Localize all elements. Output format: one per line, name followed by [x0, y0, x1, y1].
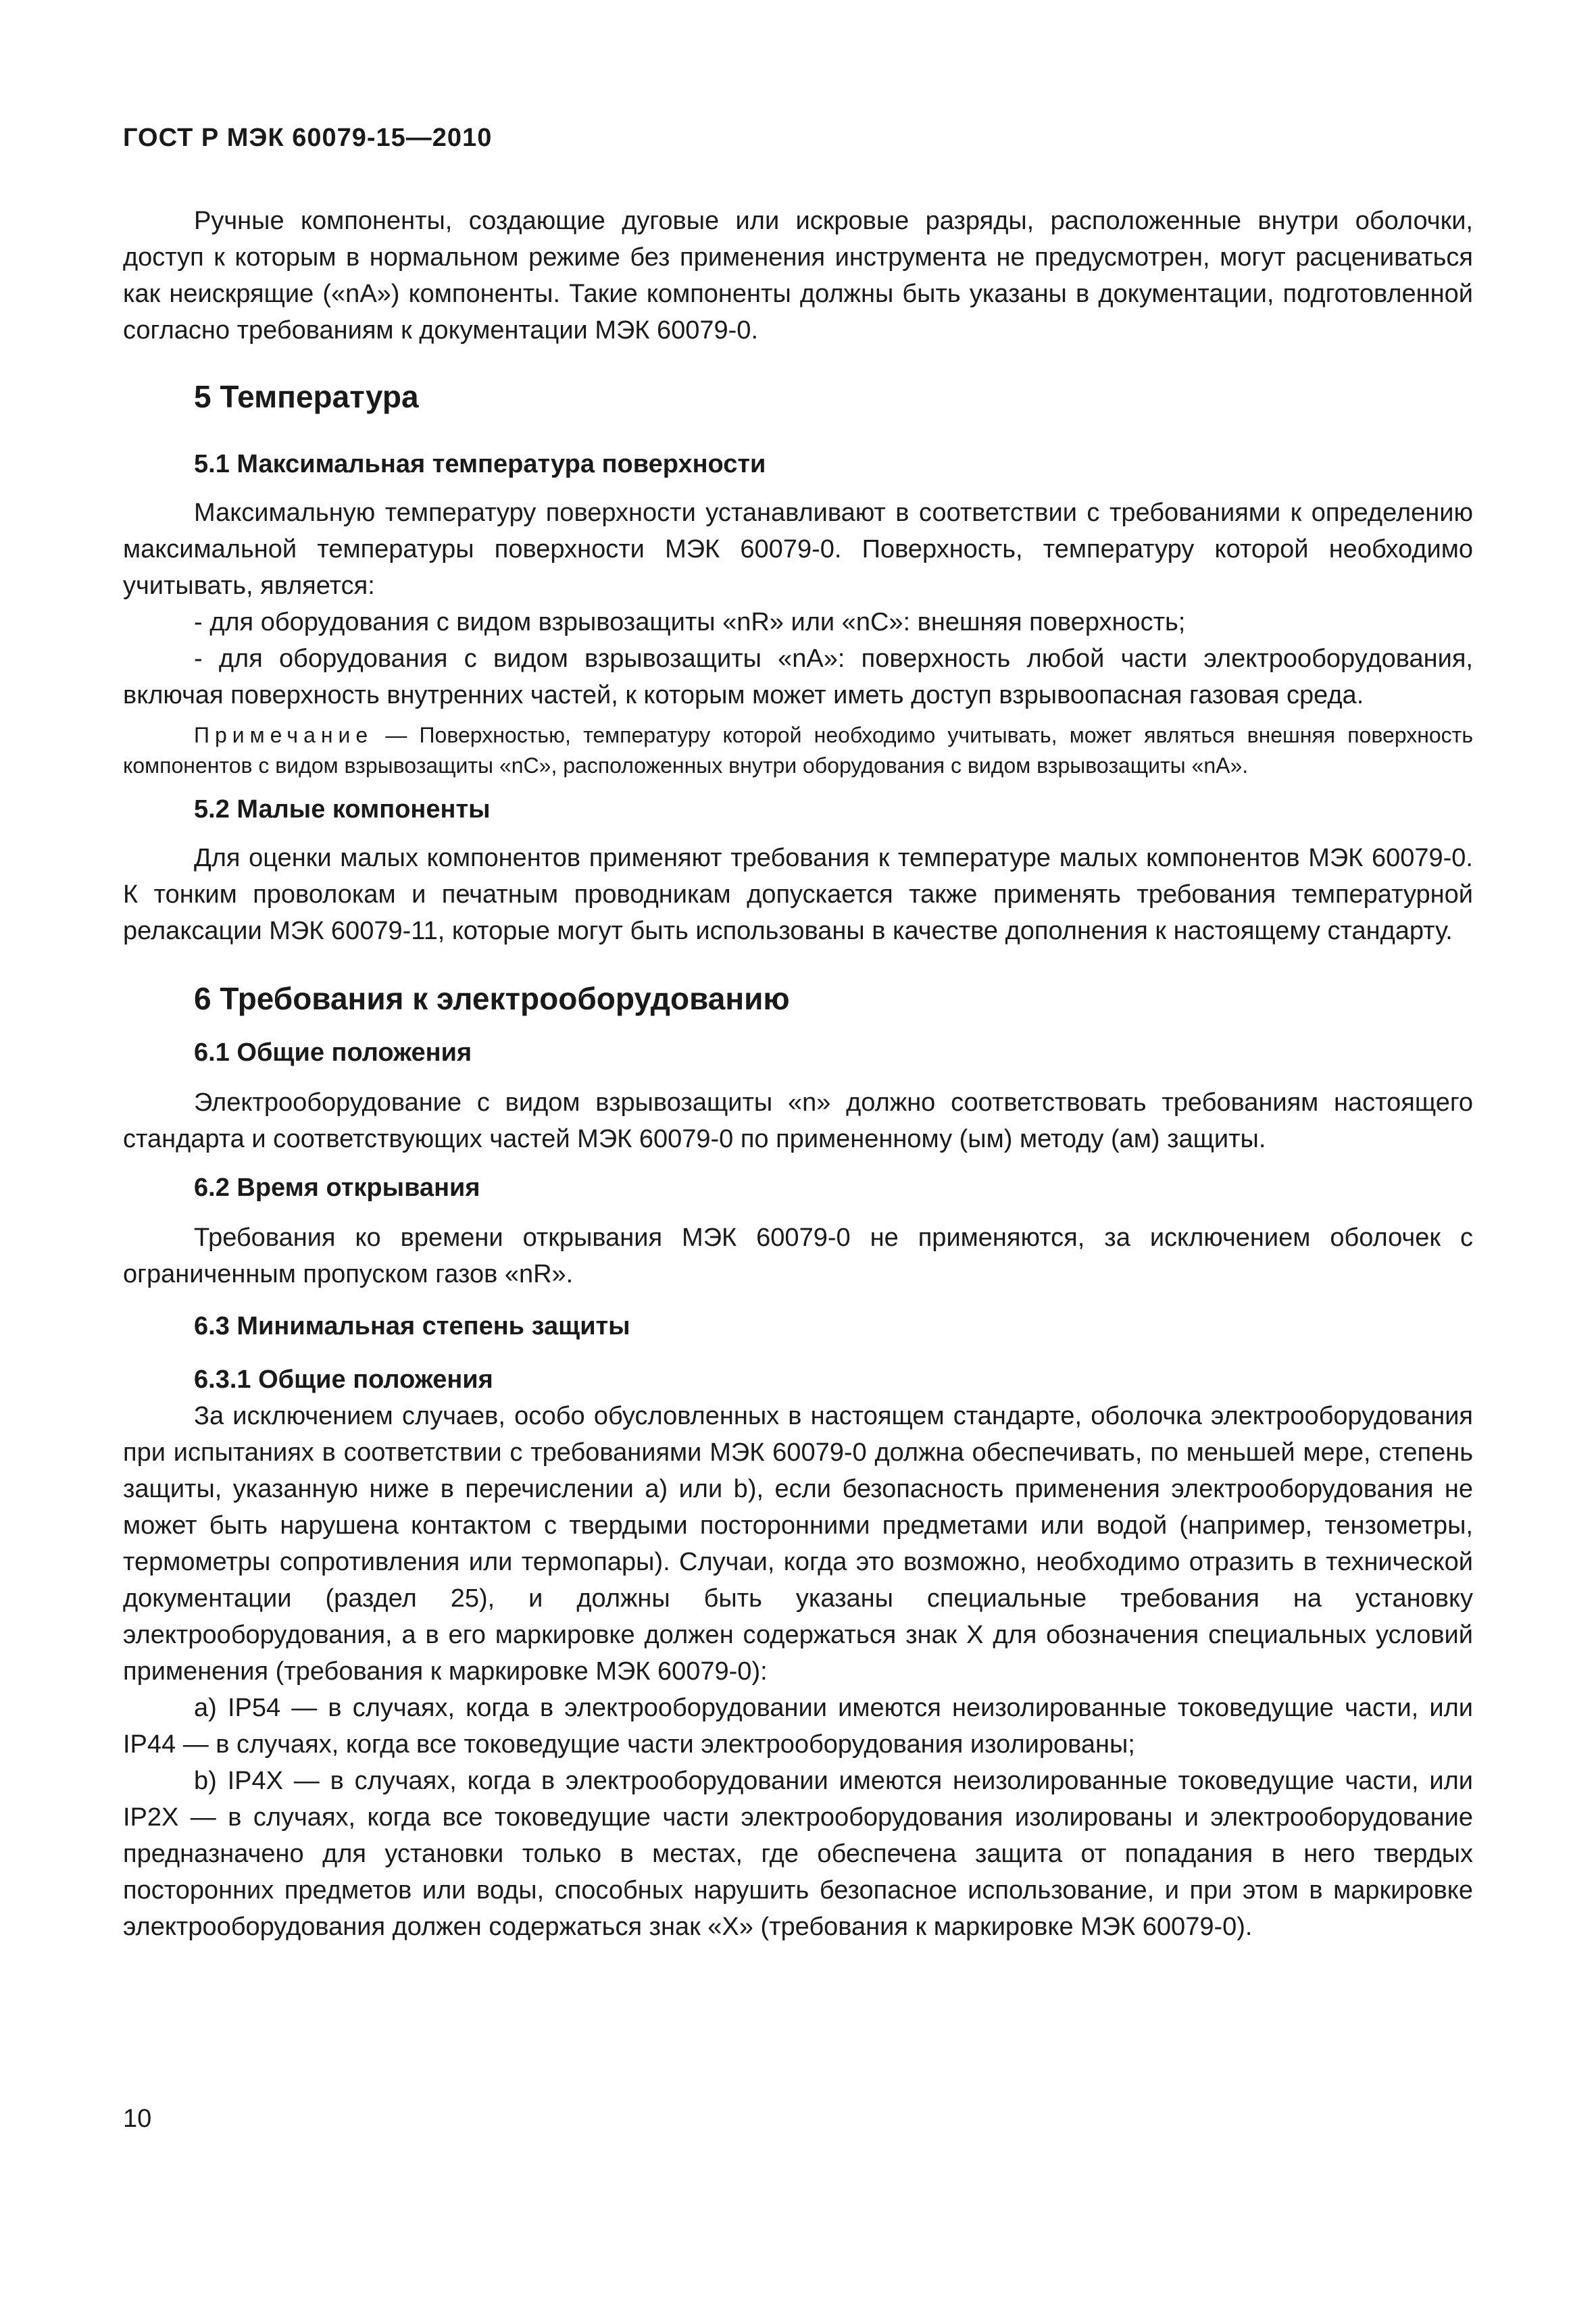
- section-5-1-heading: 5.1 Максимальная температура поверхности: [194, 450, 766, 478]
- section-6-3-heading: 6.3 Минимальная степень защиты: [194, 1312, 630, 1340]
- section-6-2-heading: 6.2 Время открывания: [194, 1174, 480, 1202]
- document-header: ГОСТ Р МЭК 60079-15—2010: [123, 124, 493, 152]
- section-6-3-1-paragraph: За исключением случаев, особо обусловленных в настоящем стандарте, оболочка электрооборудования при испытаниях в соответствии с требованиями МЭК 60079-0 должна обеспечивать, по меньшей мере, степень защиты, указанную ниже в перечислении а) или b), если безопасность применения электрооборудования не может быть нарушена контактом с твердыми посторонними предметами или водой (например, тензометры, термометры сопротивления или термопары). Случаи, когда это возможно, необходимо отразить в технической документации (раздел 25), и должны быть указаны специальные требования на установку электрооборудования, а в его маркировке должен содержаться знак X для обозначения специальных условий применения (требования к маркировке МЭК 60079-0):: [123, 1402, 1473, 1686]
- section-6-1-heading: 6.1 Общие положения: [194, 1038, 472, 1067]
- intro-paragraph: Ручные компоненты, создающие дуговые или искровые разряды, расположенные внутри оболочки, доступ к которым в нормальном режиме без применения инструмента не предусмотрен, могут расцениваться как неискрящие («nA») компоненты. Такие компоненты должны быть указаны в документации, подготовленной согласно требованиям к документации МЭК 60079-0.: [123, 207, 1473, 345]
- section-5-2-paragraph: Для оценки малых компонентов применяют требования к температуре малых компонентов МЭК 60079-0. К тонким проволокам и печатным проводникам допускается также применять требования температурной релаксации МЭК 60079-11, которые могут быть использованы в качестве дополнения к настоящему стандарту.: [123, 844, 1473, 945]
- section-6-3-1-heading: 6.3.1 Общие положения: [194, 1365, 493, 1394]
- section-5-heading: 5 Температура: [194, 379, 419, 414]
- section-6-3-1-item-b: b) IP4X — в случаях, когда в электрооборудовании имеются неизолированные токоведущие части, или IP2X — в случаях, когда все токоведущие части электрооборудования изолированы и электрооборудование предназначено для установки только в местах, где обеспечена защита от попадания в него твердых посторонних предметов или воды, способных нарушить безопасное использование, и при этом в маркировке электрооборудования должен содержаться знак «X» (требования к маркировке МЭК 60079-0).: [123, 1767, 1473, 1941]
- section-6-1-paragraph: Электрооборудование с видом взрывозащиты «n» должно соответствовать требованиям настоящего стандарта и соответствующих частей МЭК 60079-0 по примененному (ым) методу (ам) защиты.: [123, 1088, 1473, 1153]
- section-6-heading: 6 Требования к электрооборудованию: [194, 981, 790, 1016]
- section-5-1-paragraph-1: Максимальную температуру поверхности устанавливают в соответствии с требованиями к определению максимальной температуры поверхности МЭК 60079-0. Поверхность, температуру которой необходимо учитывать, является:: [123, 499, 1473, 600]
- document-page: [123, 0, 1473, 2314]
- section-6-3-1-item-a: а) IP54 — в случаях, когда в электрооборудовании имеются неизолированные токоведущие части, или IP44 — в случаях, когда все токоведущие части электрооборудования изолированы;: [123, 1694, 1473, 1759]
- section-5-1-paragraph-2: - для оборудования с видом взрывозащиты «nR» или «nC»: внешняя поверхность;: [194, 608, 1186, 636]
- note-label: Примечание: [194, 723, 374, 747]
- page-number: 10: [123, 2105, 152, 2133]
- document-body: [123, 203, 1473, 1945]
- section-5-1-note: [123, 720, 1473, 781]
- section-6-2-paragraph: Требования ко времени открывания МЭК 60079-0 не применяются, за исключением оболочек с ограниченным пропуском газов «nR».: [123, 1224, 1473, 1288]
- section-5-2-heading: 5.2 Малые компоненты: [194, 795, 491, 824]
- note-text: — Поверхностью, температуру которой необходимо учитывать, может являться внешняя поверхность компонентов с видом взрывозащиты «nC», расположенных внутри оборудования с видом взрывозащиты «nA».: [123, 723, 1473, 778]
- section-5-1-paragraph-3: - для оборудования с видом взрывозащиты «nA»: поверхность любой части электрооборудования, включая поверхность внутренних частей, к которым может иметь доступ взрывоопасная газовая среда.: [123, 645, 1473, 709]
